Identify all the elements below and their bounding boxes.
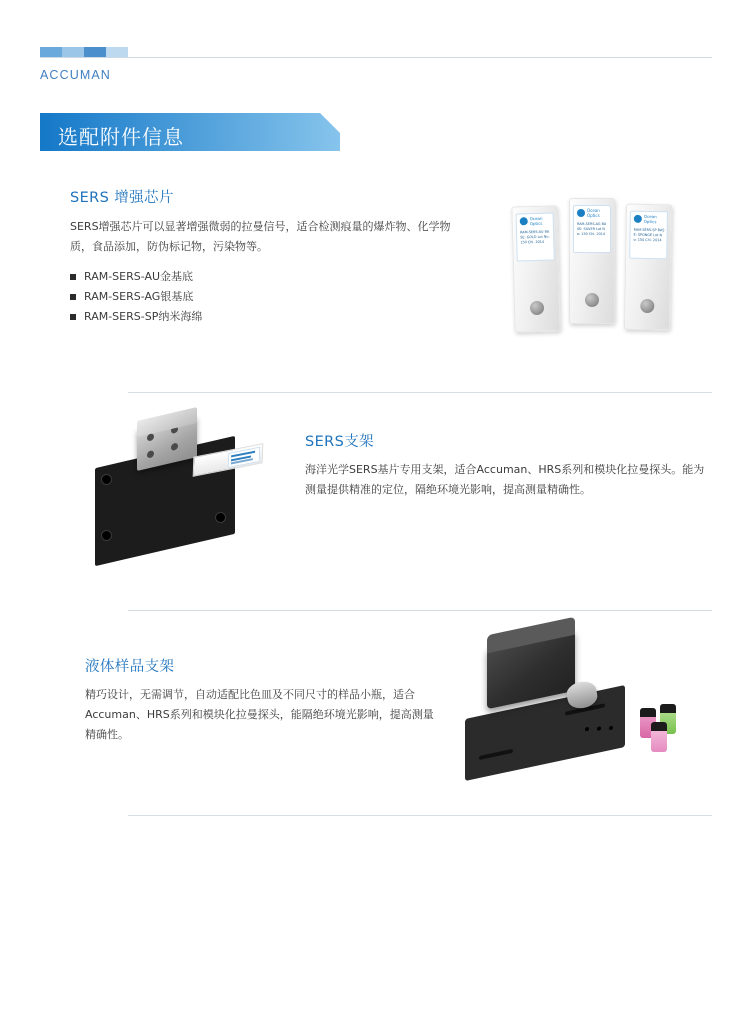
chip-label — [573, 205, 611, 253]
ocean-optics-logo-icon — [577, 209, 585, 217]
section-sers-holder — [305, 430, 715, 500]
plate-slot — [479, 749, 513, 760]
chip-label — [516, 213, 555, 262]
housing-top — [487, 617, 575, 654]
block-hole — [147, 450, 154, 459]
chip-logo-text: Ocean Optics — [587, 208, 600, 218]
chip-code-text: RAM-SERS-SP BASE: SPONGE Lot No: 150 Chi. 2014 — [633, 227, 665, 243]
sers-chip-item — [569, 198, 615, 324]
section-sers-chip-body: SERS增强芯片可以显著增强微弱的拉曼信号，适合检测痕量的爆炸物、化学物质，食品添加，防伪标记物，污染物等。 — [70, 220, 451, 253]
slide-label — [228, 447, 261, 468]
header-divider — [40, 57, 712, 58]
page-title: 选配附件信息 — [58, 125, 184, 149]
chip-logo-text: Ocean Optics — [529, 215, 543, 226]
list-item: RAM-SERS-SP纳米海绵 — [70, 307, 490, 327]
chip-substrate-well — [640, 299, 654, 313]
brand-name: ACCUMAN — [40, 68, 111, 82]
section-divider — [128, 392, 712, 393]
plate-hole — [597, 726, 601, 731]
vial-cap — [651, 722, 667, 731]
chip-logo-text: Ocean Optics — [643, 213, 657, 224]
chip-substrate-well — [585, 293, 599, 307]
page-header — [0, 0, 750, 92]
list-item: RAM-SERS-AG银基底 — [70, 287, 490, 307]
sers-chip-item — [511, 205, 560, 332]
list-item: RAM-SERS-AU金基底 — [70, 267, 490, 287]
section-sers-holder-body: 海洋光学SERS基片专用支架，适合Accuman、HRS系列和模块化拉曼探头。能为测量提供精准的定位，隔绝环境光影响，提高测量精确性。 — [305, 463, 705, 496]
sers-holder-photo — [85, 408, 285, 558]
section-sers-chip-bullets — [70, 267, 490, 327]
sers-chip-item — [624, 204, 672, 331]
sample-vial — [651, 722, 667, 752]
block-hole — [171, 442, 178, 451]
section-banner — [40, 113, 340, 151]
vial-cap — [660, 704, 676, 713]
plate-hole — [215, 512, 226, 523]
chip-code-text: RAM-SERS-AU BASE: GOLD Lot No: 150 Chi. 2014 — [519, 229, 550, 245]
section-liquid-holder-body: 精巧设计，无需调节，自动适配比色皿及不同尺寸的样品小瓶，适合Accuman、HRS系列和模块化拉曼探头，能隔绝环境光影响，提高测量精确性。 — [85, 688, 434, 741]
chip-label — [629, 211, 668, 260]
sers-chip-photo — [505, 190, 705, 340]
chip-substrate-well — [530, 301, 544, 315]
section-sers-chip-title: SERS 增强芯片 — [70, 190, 174, 206]
plate-hole — [101, 474, 112, 485]
plate-hole — [101, 530, 112, 541]
section-divider — [128, 610, 712, 611]
vial-cap — [640, 708, 656, 717]
plate-hole — [585, 727, 589, 732]
section-divider — [128, 815, 712, 816]
liquid-sample-holder-photo — [455, 630, 705, 780]
chip-code-text: RAM-SERS-AG BASE: SILVER Lot No: 150 Chi. 2014 — [577, 222, 607, 236]
ocean-optics-logo-icon — [520, 217, 528, 225]
section-sers-holder-title: SERS支架 — [305, 434, 375, 450]
ocean-optics-logo-icon — [634, 215, 642, 223]
plate-hole — [609, 726, 613, 731]
section-liquid-holder — [85, 655, 465, 745]
section-liquid-holder-title: 液体样品支架 — [85, 659, 175, 675]
section-sers-chip — [70, 186, 490, 327]
